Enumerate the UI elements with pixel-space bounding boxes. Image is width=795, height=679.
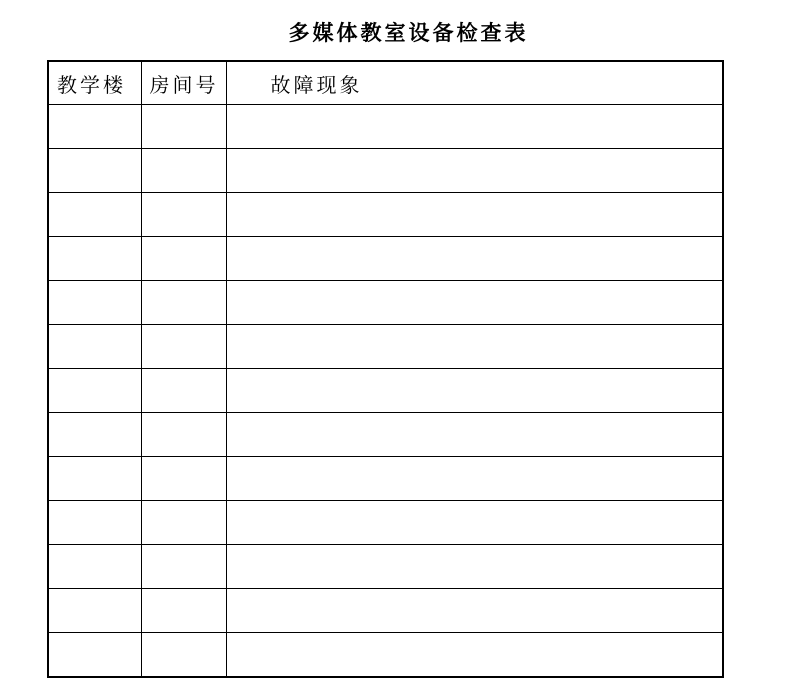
table-cell — [226, 281, 723, 325]
header-cell-building: 教学楼 — [48, 61, 141, 105]
inspection-form-table — [47, 60, 724, 678]
table-row — [48, 193, 723, 237]
table-cell — [226, 105, 723, 149]
table-cell — [141, 501, 226, 545]
table-cell — [48, 237, 141, 281]
table-cell — [226, 237, 723, 281]
table-cell — [141, 457, 226, 501]
header-cell-fault: 故障现象 — [226, 61, 723, 105]
table-cell — [141, 149, 226, 193]
table-row — [48, 545, 723, 589]
table-cell — [226, 149, 723, 193]
table-row — [48, 325, 723, 369]
table-row — [48, 501, 723, 545]
table-cell — [48, 325, 141, 369]
table-row — [48, 237, 723, 281]
table-cell — [48, 105, 141, 149]
table-cell — [48, 281, 141, 325]
header-cell-room: 房间号 — [141, 61, 226, 105]
table-cell — [48, 545, 141, 589]
table-cell — [48, 589, 141, 633]
table-cell — [141, 105, 226, 149]
table-cell — [226, 193, 723, 237]
table-cell — [141, 325, 226, 369]
table-cell — [226, 369, 723, 413]
table-cell — [48, 457, 141, 501]
table-cell — [141, 281, 226, 325]
table-row — [48, 589, 723, 633]
table-cell — [226, 589, 723, 633]
table-cell — [141, 545, 226, 589]
table-row — [48, 149, 723, 193]
table-row — [48, 369, 723, 413]
table-cell — [141, 237, 226, 281]
table-cell — [226, 413, 723, 457]
table-cell — [141, 413, 226, 457]
table-cell — [141, 369, 226, 413]
table-cell — [141, 633, 226, 678]
document-title: 多媒体教室设备检查表 — [288, 21, 529, 45]
table-cell — [48, 369, 141, 413]
table-cell — [226, 545, 723, 589]
table-row — [48, 281, 723, 325]
table-cell — [141, 193, 226, 237]
table-cell — [226, 457, 723, 501]
table-cell — [48, 149, 141, 193]
table-cell — [48, 193, 141, 237]
table-body — [48, 105, 723, 678]
table-row — [48, 633, 723, 678]
table-cell — [226, 501, 723, 545]
table-row — [48, 413, 723, 457]
table-row — [48, 105, 723, 149]
table-cell — [226, 633, 723, 678]
table-cell — [141, 589, 226, 633]
table-cell — [48, 501, 141, 545]
table-cell — [48, 413, 141, 457]
table-cell — [226, 325, 723, 369]
table-row — [48, 457, 723, 501]
table-cell — [48, 633, 141, 678]
header-row — [48, 61, 723, 105]
